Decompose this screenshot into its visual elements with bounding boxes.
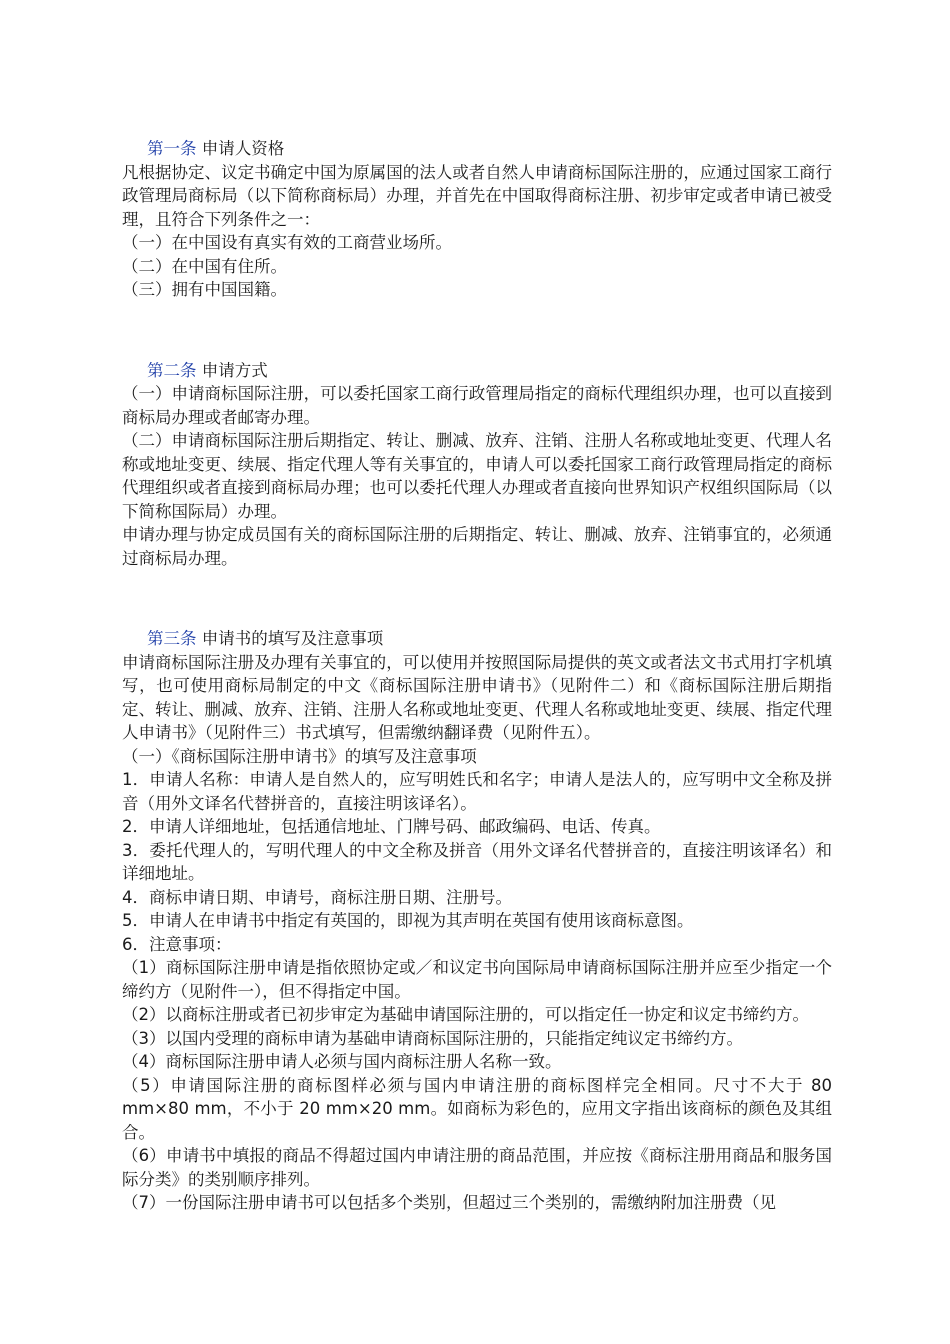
article-number: 第二条 xyxy=(147,360,197,380)
subsection-heading: （一）《商标国际注册申请书》的填写及注意事项 xyxy=(122,746,477,766)
note-item: （5）申请国际注册的商标图样必须与国内申请注册的商标图样完全相同。尺寸不大于 80 mm×80 mm，不小于 20 mm×20 mm。如商标为彩色的，应用文字指出该商标的颜色及其组合。 xyxy=(122,1075,832,1142)
list-item: 2．申请人详细地址，包括通信地址、门牌号码、邮政编码、电话、传真。 xyxy=(122,817,661,836)
article-1-heading xyxy=(147,137,832,161)
list-item: 1．申请人名称：申请人是自然人的，应写明姓氏和名字；申请人是法人的，应写明中文全称及拼音（用外文译名代替拼音的，直接注明该译名）。 xyxy=(122,770,832,813)
list-item: 4．商标申请日期、申请号，商标注册日期、注册号。 xyxy=(122,887,512,907)
article-title: 申请书的填写及注意事项 xyxy=(201,629,384,648)
paragraph: 申请商标国际注册及办理有关事宜的，可以使用并按照国际局提供的英文或者法文书式用打字机填写，也可使用商标局制定的中文《商标国际注册申请书》（见附件二）和《商标国际注册后期指定、转让、删减、放弃、注销、注册人名称或地址变更、代理人名称或地址变更、续展、指定代理人申请书》（见附件三）书式填写，但需缴纳翻译费（见附件五）。 xyxy=(122,652,832,742)
note-item: （4）商标国际注册申请人必须与国内商标注册人名称一致。 xyxy=(122,1052,562,1071)
article-3-heading xyxy=(147,627,832,651)
paragraph: 申请办理与协定成员国有关的商标国际注册的后期指定、转让、删减、放弃、注销事宜的，必须通过商标局办理。 xyxy=(122,525,832,568)
list-item: 6．注意事项： xyxy=(122,934,232,954)
note-item: （1）商标国际注册申请是指依照协定或／和议定书向国际局申请商标国际注册并应至少指定一个缔约方（见附件一），但不得指定中国。 xyxy=(122,958,832,1001)
note-item: （7）一份国际注册申请书可以包括多个类别，但超过三个类别的，需缴纳附加注册费（见 xyxy=(122,1193,776,1212)
paragraph: （一）申请商标国际注册，可以委托国家工商行政管理局指定的商标代理组织办理，也可以直接到商标局办理或者邮寄办理。 xyxy=(122,384,832,427)
paragraph: 凡根据协定、议定书确定中国为原属国的法人或者自然人申请商标国际注册的，应通过国家工商行政管理局商标局（以下简称商标局）办理，并首先在中国取得商标注册、初步审定或者申请已被受理，且符合下列条件之一： xyxy=(122,162,832,229)
list-item: （三）拥有中国国籍。 xyxy=(122,280,287,299)
document-body xyxy=(122,137,832,1215)
article-title: 申请人资格 xyxy=(201,139,285,158)
list-item: 3．委托代理人的，写明代理人的中文全称及拼音（用外文译名代替拼音的，直接注明该译名）和详细地址。 xyxy=(122,840,832,883)
note-item: （6）申请书中填报的商品不得超过国内申请注册的商品范围，并应按《商标注册用商品和服务国际分类》的类别顺序排列。 xyxy=(122,1146,832,1189)
list-item: （一）在中国设有真实有效的工商营业场所。 xyxy=(122,233,452,252)
list-item: 5．申请人在申请书中指定有英国的，即视为其声明在英国有使用该商标意图。 xyxy=(122,911,694,930)
article-number: 第一条 xyxy=(147,139,197,158)
list-item: （二）在中国有住所。 xyxy=(122,256,287,276)
note-item: （2）以商标注册或者已初步审定为基础申请国际注册的，可以指定任一协定和议定书缔约方。 xyxy=(122,1005,809,1024)
paragraph: （二）申请商标国际注册后期指定、转让、删减、放弃、注销、注册人名称或地址变更、代理人名称或地址变更、续展、指定代理人等有关事宜的，申请人可以委托国家工商行政管理局指定的商标代理组织或者直接到商标局办理；也可以委托代理人办理或者直接向世界知识产权组织国际局（以下简称国际局）办理。 xyxy=(122,431,832,521)
article-2-heading xyxy=(147,359,832,383)
note-item: （3）以国内受理的商标申请为基础申请商标国际注册的，只能指定纯议定书缔约方。 xyxy=(122,1028,743,1048)
article-number: 第三条 xyxy=(147,629,197,648)
article-title: 申请方式 xyxy=(201,360,268,380)
section-spacer xyxy=(122,570,832,627)
section-spacer xyxy=(122,302,832,359)
